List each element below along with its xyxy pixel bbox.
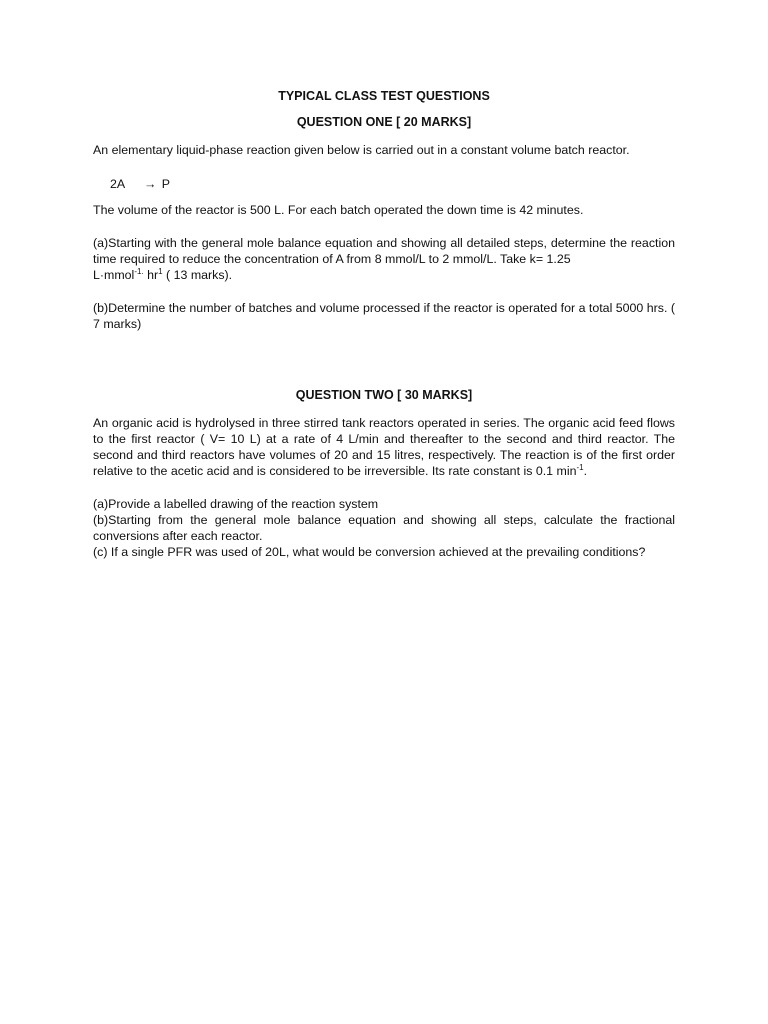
units-sup-1: -1. — [134, 266, 144, 276]
question-one-intro: An elementary liquid-phase reaction given below is carried out in a constant volume batch reactor. — [93, 143, 630, 157]
units-sup-2: 1 — [158, 266, 163, 276]
question-one-part-b: (b)Determine the number of batches and volume processed if the reactor is operated for a total 5000 hrs. ( 7 marks) — [93, 301, 675, 331]
question-two-part-c: (c) If a single PFR was used of 20L, what would be conversion achieved at the prevailing conditions? — [93, 545, 646, 559]
reaction-arrow: → — [143, 177, 157, 191]
question-two-parts — [93, 496, 675, 560]
units-lmmol: L·mmol — [93, 268, 135, 282]
part-a-units — [93, 267, 675, 283]
reaction-equation — [110, 176, 170, 192]
q2-intro-main: An organic acid is hydrolysed in three stirred tank reactors operated in series. The organic acid feed flows to the first reactor ( V= 10 L) at a rate of 4 L/min and thereafter to the second and third reactor. The second and third reactors have volumes of 20 and 15 litres, respectively. The reaction is of the first order relative to the acetic acid and is considered to be irreversible. Its rate constant is 0.1 min — [93, 416, 675, 478]
question-two-intro — [93, 415, 675, 479]
question-one-part-a — [93, 235, 675, 283]
q2-intro-end: . — [583, 464, 588, 478]
part-a-text: (a)Starting with the general mole balance equation and showing all detailed steps, determine the reaction time required to reduce the concentration of A from 8 mmol/L to 2 mmol/L. Take k= 1.25 — [93, 236, 675, 266]
reaction-product: P — [161, 177, 171, 191]
question-one-heading: QUESTION ONE [ 20 MARKS] — [296, 115, 472, 129]
question-two-part-a: (a)Provide a labelled drawing of the reaction system — [93, 497, 379, 511]
q2-intro-sup: -1 — [576, 462, 584, 472]
document-title: TYPICAL CLASS TEST QUESTIONS — [278, 89, 490, 103]
question-two-heading: QUESTION TWO [ 30 MARKS] — [295, 388, 473, 402]
question-two-part-b: (b)Starting from the general mole balance equation and showing all steps, calculate the fractional conversions after each reactor. — [93, 513, 675, 543]
part-a-marks: ( 13 marks). — [162, 268, 233, 282]
reaction-reactant: 2A — [110, 177, 125, 191]
reactor-volume-text: The volume of the reactor is 500 L. For each batch operated the down time is 42 minutes. — [93, 203, 584, 217]
units-hr: hr — [143, 268, 159, 282]
